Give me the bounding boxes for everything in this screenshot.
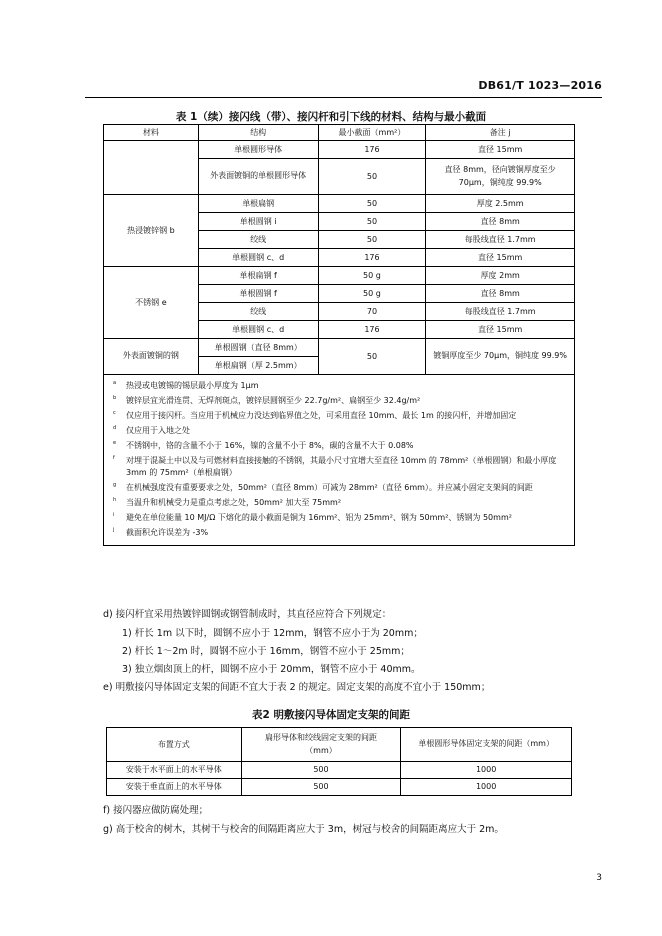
section-cell: 176 (318, 141, 426, 159)
value-cell: 1000 (401, 762, 572, 779)
table2-header-round: 单根圆形导体固定支架的间距（mm） (401, 728, 572, 762)
table2-header-row (107, 728, 572, 762)
remark-cell: 直径 8mm，径向镀铜厚度至少 70μm，铜纯度 99.9% (426, 159, 575, 195)
structure-cell: 单根扁钢 (198, 195, 318, 213)
header-rule (85, 97, 602, 98)
section-cell: 176 (318, 249, 426, 267)
page-number: 3 (596, 873, 602, 883)
structure-cell: 外表面镀铜的单根圆形导体 (198, 159, 318, 195)
remark-cell: 每股线直径 1.7mm (426, 303, 575, 321)
structure-cell: 单根圆钢 c、d (198, 249, 318, 267)
remark-cell: 每股线直径 1.7mm (426, 231, 575, 249)
section-cell: 50 (318, 213, 426, 231)
table1-header-structure: 结构 (198, 125, 318, 141)
structure-cell: 单根圆钢 i (198, 213, 318, 231)
table-row (104, 141, 575, 159)
table-row (104, 267, 575, 285)
value-cell: 1000 (401, 779, 572, 796)
table2 (106, 727, 572, 796)
structure-cell: 单根圆钢 f (198, 285, 318, 303)
remark-cell: 直径 15mm (426, 249, 575, 267)
table1-header-remark: 备注 j (426, 125, 575, 141)
section-cell: 50 g (318, 267, 426, 285)
value-cell: 500 (241, 779, 401, 796)
section-cell: 50 (318, 231, 426, 249)
section-cell: 50 (318, 159, 426, 195)
table1 (103, 124, 575, 546)
table2-caption: 表2 明敷接闪导体固定支架的间距 (252, 709, 410, 721)
remark-cell: 厚度 2.5mm (426, 195, 575, 213)
paragraph-e: e) 明敷接闪导体固定支架的间距不宜大于表 2 的规定。固定支架的高度不宜小于 150mm； (103, 682, 491, 693)
material-cell: 不锈钢 e (104, 267, 199, 339)
remark-cell: 镀铜厚度至少 70μm，铜纯度 99.9% (426, 339, 575, 375)
material-cell: 外表面镀铜的钢 (104, 339, 199, 375)
structure-cell: 绞线 (198, 303, 318, 321)
paragraph-d2: 2) 杆长 1～2m 时，圆钢不应小于 16mm，钢管不应小于 25mm； (122, 646, 410, 657)
table1-material-cell (104, 141, 199, 195)
table-row (107, 779, 572, 796)
value-cell: 500 (241, 762, 401, 779)
paragraph-d1: 1) 杆长 1m 以下时，圆钢不应小于 12mm，钢管不应小于为 20mm； (122, 628, 423, 639)
footnote-f: f 对埋于混凝土中以及与可燃材料直接接触的不锈钢，其最小尺寸宜增大至直径 10mm 的 78mm²（单根圆钢）和最小厚度 3mm 的 75mm²（单根扁钢） (113, 455, 557, 478)
footnote-e: e 不锈钢中，铬的含量不小于 16%，镍的含量不小于 8%，碳的含量不大于 0.08% (113, 440, 414, 451)
remark-cell: 直径 15mm (426, 141, 575, 159)
table-row (104, 339, 575, 357)
footnote-i: i 避免在单位能量 10 MJ/Ω 下熔化的最小截面是铜为 16mm²、铝为 25mm²、钢为 50mm²、锈钢为 50mm² (113, 512, 512, 523)
section-cell: 70 (318, 303, 426, 321)
table1-header-row (104, 125, 575, 141)
structure-cell: 单根扁钢（厚 2.5mm） (198, 357, 318, 375)
table2-header-layout: 布置方式 (107, 728, 242, 762)
paragraph-d3: 3) 独立烟囱顶上的杆，圆钢不应小于 20mm，钢管不应小于 40mm。 (122, 664, 421, 675)
table1-footnotes (104, 375, 575, 546)
material-cell: 热浸镀锌钢 b (104, 195, 199, 267)
section-cell: 50 g (318, 285, 426, 303)
section-cell: 50 (318, 339, 426, 375)
layout-cell: 安装于垂直面上的水平导体 (107, 779, 242, 796)
remark-cell: 直径 8mm (426, 213, 575, 231)
remark-cell: 直径 15mm (426, 321, 575, 339)
structure-cell: 单根扁钢 f (198, 267, 318, 285)
structure-cell: 单根圆钢 c、d (198, 321, 318, 339)
footnote-a: a 热浸或电镀锡的锡层最小厚度为 1μm (113, 380, 259, 391)
section-cell: 176 (318, 321, 426, 339)
table-row (104, 195, 575, 213)
footnote-b: b 镀锌层宜光滑连贯、无焊剂斑点，镀锌层圆钢至少 22.7g/m²、扁钢至少 32.4g/m² (113, 395, 421, 406)
footnote-c: c 仅应用于接闪杆。当应用于机械应力没达到临界值之处，可采用直径 10mm、最长 1m 的接闪杆，并增加固定 (113, 410, 517, 421)
table-row (107, 762, 572, 779)
structure-cell: 单根圆钢（直径 8mm） (198, 339, 318, 357)
structure-cell: 绞线 (198, 231, 318, 249)
paragraph-g: g) 高于校舍的树木，其树干与校舍的间隔距离应大于 3m，树冠与校舍的间隔距离应大于 2m。 (103, 824, 504, 835)
remark-cell: 直径 8mm (426, 285, 575, 303)
footnote-d: d 仅应用于入地之处 (113, 425, 190, 436)
footnote-j: j 截面积允许误差为 -3% (113, 527, 209, 538)
table1-footnote-row (104, 375, 575, 546)
standard-code: DB61/T 1023—2016 (478, 79, 602, 92)
footnote-h: h 当温升和机械受力是重点考虑之处，50mm² 加大至 75mm² (113, 497, 342, 508)
remark-cell: 厚度 2mm (426, 267, 575, 285)
footnote-g: g 在机械强度没有重要要求之处，50mm²（直径 8mm）可减为 28mm²（直径 6mm）。并应减小固定支架间的间距 (113, 482, 533, 493)
table1-header-section: 最小截面（mm²） (318, 125, 426, 141)
table1-header-material: 材料 (104, 125, 199, 141)
structure-cell: 单根圆形导体 (198, 141, 318, 159)
paragraph-d: d) 接闪杆宜采用热镀锌圆钢或钢管制成时，其直径应符合下列规定： (103, 609, 392, 620)
paragraph-f: f) 接闪器应做防腐处理； (103, 805, 209, 816)
section-cell: 50 (318, 195, 426, 213)
layout-cell: 安装于水平面上的水平导体 (107, 762, 242, 779)
table1-caption: 表 1（续）接闪线（带）、接闪杆和引下线的材料、结构与最小截面 (175, 111, 487, 123)
table2-header-flat: 扁形导体和绞线固定支架的间距（mm） (241, 728, 401, 762)
